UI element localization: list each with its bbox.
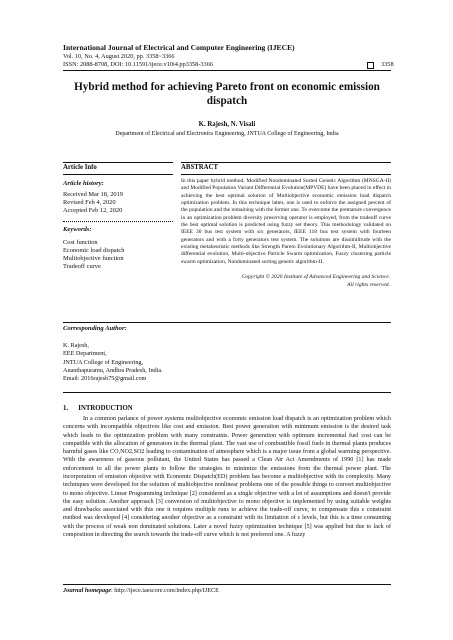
volume-line: Vol. 10, No. 4, August 2020, pp. 3358~3366	[63, 53, 175, 60]
rights-line: All rights reserved.	[347, 282, 390, 288]
article-info-bottom-rule	[63, 174, 173, 175]
corresponding-location: Ananthapuramu, Andhra Pradesh, India.	[63, 366, 163, 374]
keyword-item: Tradeoff curve	[63, 263, 101, 270]
abstract-heading: ABSTRACT	[181, 164, 219, 171]
page-box-icon	[367, 62, 374, 69]
journal-homepage	[63, 587, 219, 594]
copyright-notice	[181, 273, 390, 289]
history-accepted: Accepted Feb 12, 2020	[63, 207, 123, 214]
page-number: 3358	[381, 61, 394, 68]
paper-affiliation: Department of Electrical and Electronics Engineering, JNTUA College of Engineering, India	[115, 131, 339, 137]
corresponding-heading: Corresponding Author:	[63, 325, 127, 332]
corresponding-college: JNTUA College of Engineering,	[63, 358, 144, 366]
introduction-text: In a common parlance of power systems multiobjective economic emission load dispatch is an optimization problem which concerns with incompatible objectives like cost and emission. Best power generation with minimum emission is the desired task which leads to the optimization problem with many constraints. Power generation with optimum incremental fuel cost can be compatible with the allocation of generators in the thermal plant. The vast use of combustible fossil fuels in thermal plants produces harmful gases like CO,NO2,SO2 leading to contamination of atmosphere which is a major issue from a global warming perspective. With the awareness of gaseous pollutant, the United States has passed a Clean Air Act Amendments of 1990 [1] has made enforcement to all the power plants to follow the strategies to minimize the emissions from the thermal power plant. The incorporation of emission objective with Economic Dispatch(ED) problem has become a multiobjective with its complexity. Many techniques were developed for the solution of multiobjective nonlinear problems one of the possible things to convert multiobjective to mono objective. Linear Programming technique [2] considered as a single objective with a lot of assumptions and doesn't provide the easy solution. Another approach [3] conversion of multiobjective to mono objective is implemented by using suitable weights and drawbacks associated with this one it requires multiple runs to achieve the trade-off curve, to compensate this ε constraint method was developed [4] considering another objective as a constraint with its limitation of ε levels, but this is a time consuming with the process of weak non dominated solutions. Later a novel fuzzy optimization technique [5] was applied but due to lack of composition in directing the search towards the trade-off curve which is not preferred one. A fuzzy	[63, 416, 391, 538]
keywords-rule	[63, 221, 173, 222]
corresponding-department: EEE Department,	[63, 350, 107, 358]
corresponding-bottom-rule	[63, 392, 391, 393]
article-info-heading: Article Info	[63, 164, 97, 171]
corresponding-top-rule	[63, 322, 391, 323]
abstract-top-rule	[181, 162, 391, 163]
homepage-label: Journal homepage	[63, 587, 111, 594]
keyword-item: Economic load dispatch	[63, 247, 125, 254]
abstract-bottom-rule	[181, 174, 391, 175]
paper-title: Hybrid method for achieving Pareto front on economic emission dispatch	[74, 81, 380, 107]
issn-line: ISSN: 2088-8708, DOI: 10.11591/ijece.v10i4.pp3358-3366	[63, 61, 214, 68]
copyright-line: Copyright © 2020 Institute of Advanced Engineering and Science.	[241, 274, 390, 280]
journal-name: International Journal of Electrical and Computer Engineering (IJECE)	[63, 43, 295, 52]
keyword-item: Multiobjective function	[63, 255, 124, 262]
corresponding-details	[63, 342, 163, 383]
homepage-url[interactable]: : http://ijece.iaescore.com/index.php/IJECE	[110, 587, 219, 594]
footer-rule	[63, 584, 391, 585]
article-info-top-rule	[63, 162, 173, 163]
paper-authors: K. Rajesh, N. Visali	[198, 121, 256, 128]
history-heading: Article history:	[63, 180, 104, 187]
header-rule	[63, 70, 391, 71]
keywords-heading: Keywords:	[63, 226, 92, 233]
abstract-text: In this paper hybrid method, Modified Nondominated Sorted Genetic Algorithm (MNSGA-II) and Modified Population Variant Differential Evolution(MPVDE) have been placed in effect in achieving the best optimal solution of Multiobjective economic emission load dispatch optimization problem. In this technique latter, one is used to enforce the assigned percent of the population and the remaining with the former one. To overcome the premature convergence in an optimization problem diversity preserving operator is employed, from the tradeoff curve the best optimal solution is predicted using fuzzy set theory. This methodology validated on IEEE 30 bus test system with six generators, IEEE 118 bus test system with fourteen generators and with a forty generators test system. The solutions are dissimilitude with the existing metaheuristic methods like Strength Pareto Evolutionary Algorithm-II, Multiobjective differential evolution, Multi-objective Particle Swarm optimization, Fuzzy clustering particle swarm optimization, Nondominated sorting genetic algorithm-II.	[181, 178, 391, 265]
corresponding-name: K. Rajesh,	[63, 342, 89, 349]
introduction-heading: 1. INTRODUCTION	[63, 405, 133, 412]
history-revised: Revised Feb 4, 2020	[63, 199, 116, 206]
history-received: Received Mar 18, 2019	[63, 191, 123, 198]
keyword-item: Cost function	[63, 239, 98, 246]
corresponding-email: Email: 2016rajesh75@gmail.com	[63, 375, 147, 383]
